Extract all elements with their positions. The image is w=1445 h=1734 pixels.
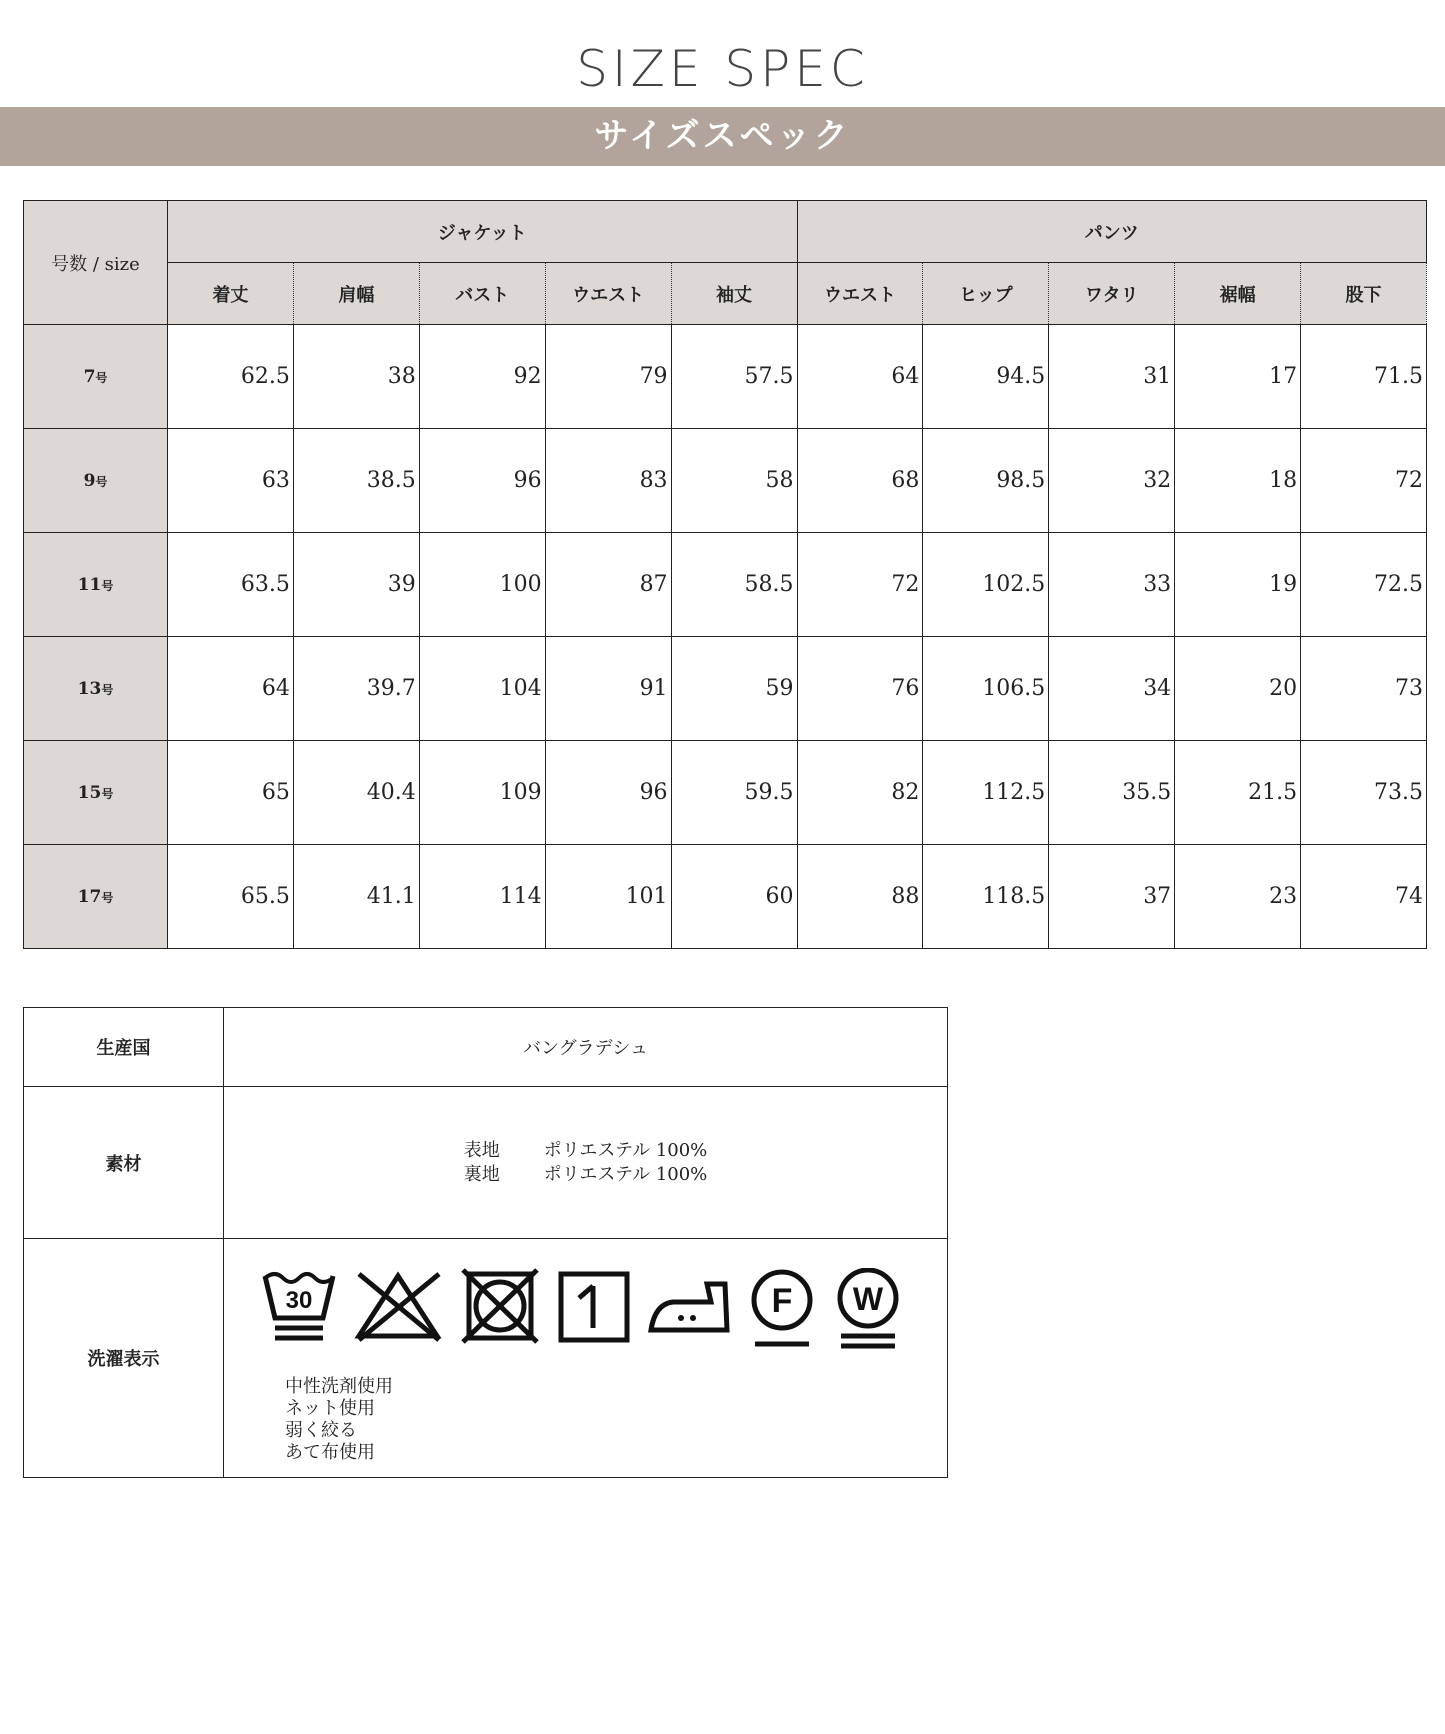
table-cell: 98.5 xyxy=(923,429,1049,533)
material-label: 素材 xyxy=(24,1087,224,1239)
table-cell: 118.5 xyxy=(923,845,1049,949)
size-number: 11 xyxy=(77,574,102,595)
wet-clean-gentle-icon xyxy=(833,1268,903,1352)
size-unit: 号 xyxy=(95,370,108,385)
table-cell: 104 xyxy=(419,637,545,741)
table-cell: 60 xyxy=(671,845,797,949)
dry-clean-f-gentle-icon xyxy=(747,1268,817,1352)
table-row xyxy=(24,429,1427,533)
size-unit: 号 xyxy=(101,786,114,801)
table-cell: 87 xyxy=(545,533,671,637)
size-unit: 号 xyxy=(101,682,114,697)
col-header-thigh: ワタリ xyxy=(1049,263,1175,325)
table-cell: 57.5 xyxy=(671,325,797,429)
table-cell: 64 xyxy=(797,325,923,429)
size-label xyxy=(24,845,168,949)
wash-temp-label: 30 xyxy=(285,1287,313,1314)
page-title: SIZE SPEC xyxy=(576,40,869,98)
table-cell: 109 xyxy=(419,741,545,845)
col-header-sleeve: 袖丈 xyxy=(671,263,797,325)
size-spec-table xyxy=(23,200,1427,949)
table-cell: 71.5 xyxy=(1301,325,1427,429)
col-header-jacket-waist: ウエスト xyxy=(545,263,671,325)
table-cell: 91 xyxy=(545,637,671,741)
size-unit: 号 xyxy=(101,890,114,905)
table-cell: 18 xyxy=(1175,429,1301,533)
table-cell: 68 xyxy=(797,429,923,533)
care-note: 中性洗剤使用 xyxy=(285,1376,393,1397)
table-cell: 39 xyxy=(293,533,419,637)
jacket-group-header: ジャケット xyxy=(168,201,798,263)
size-number: 13 xyxy=(77,678,102,699)
size-column-header: 号数 / size xyxy=(24,201,168,325)
table-cell: 73 xyxy=(1301,637,1427,741)
care-note: あて布使用 xyxy=(285,1442,375,1463)
table-cell: 59.5 xyxy=(671,741,797,845)
table-row xyxy=(24,637,1427,741)
table-cell: 38 xyxy=(293,325,419,429)
col-header-shoulder: 肩幅 xyxy=(293,263,419,325)
table-row xyxy=(24,741,1427,845)
origin-value: バングラデシュ xyxy=(224,1008,948,1087)
table-cell: 62.5 xyxy=(168,325,294,429)
table-cell: 74 xyxy=(1301,845,1427,949)
table-cell: 33 xyxy=(1049,533,1175,637)
table-cell: 101 xyxy=(545,845,671,949)
iron-low-icon xyxy=(647,1268,731,1344)
no-bleach-icon xyxy=(353,1268,443,1344)
size-label xyxy=(24,533,168,637)
table-cell: 92 xyxy=(419,325,545,429)
table-cell: 82 xyxy=(797,741,923,845)
table-cell: 96 xyxy=(545,741,671,845)
table-cell: 102.5 xyxy=(923,533,1049,637)
size-unit: 号 xyxy=(95,474,108,489)
material-line xyxy=(225,1163,946,1187)
table-cell: 59 xyxy=(671,637,797,741)
table-cell: 83 xyxy=(545,429,671,533)
material-value xyxy=(224,1087,948,1239)
table-cell: 79 xyxy=(545,325,671,429)
table-cell: 64 xyxy=(168,637,294,741)
care-notes xyxy=(225,1376,946,1464)
table-cell: 39.7 xyxy=(293,637,419,741)
table-cell: 65 xyxy=(168,741,294,845)
material-val: ポリエステル 100% xyxy=(543,1139,708,1161)
table-cell: 114 xyxy=(419,845,545,949)
col-header-hip: ヒップ xyxy=(923,263,1049,325)
table-cell: 72 xyxy=(797,533,923,637)
table-cell: 106.5 xyxy=(923,637,1049,741)
size-number: 7 xyxy=(83,366,96,387)
table-cell: 73.5 xyxy=(1301,741,1427,845)
table-cell: 88 xyxy=(797,845,923,949)
care-label: 洗濯表示 xyxy=(24,1239,224,1478)
material-line xyxy=(225,1139,946,1163)
table-cell: 21.5 xyxy=(1175,741,1301,845)
material-key: 表地 xyxy=(463,1139,500,1161)
table-cell: 17 xyxy=(1175,325,1301,429)
table-cell: 63.5 xyxy=(168,533,294,637)
size-unit: 号 xyxy=(101,578,114,593)
section-banner: サイズスペック xyxy=(0,107,1445,166)
size-label xyxy=(24,741,168,845)
table-cell: 58 xyxy=(671,429,797,533)
dry-clean-f-glyph: F xyxy=(771,1282,793,1320)
table-cell: 20 xyxy=(1175,637,1301,741)
material-val: ポリエステル 100% xyxy=(543,1163,708,1185)
col-header-length: 着丈 xyxy=(168,263,294,325)
table-cell: 65.5 xyxy=(168,845,294,949)
table-cell: 100 xyxy=(419,533,545,637)
no-tumble-dry-icon xyxy=(459,1268,541,1344)
line-dry-icon xyxy=(557,1268,631,1344)
care-content xyxy=(224,1239,948,1478)
care-icons xyxy=(225,1268,946,1352)
table-cell: 35.5 xyxy=(1049,741,1175,845)
table-cell: 94.5 xyxy=(923,325,1049,429)
table-cell: 40.4 xyxy=(293,741,419,845)
size-label xyxy=(24,325,168,429)
table-row xyxy=(24,325,1427,429)
table-cell: 41.1 xyxy=(293,845,419,949)
col-header-inseam: 股下 xyxy=(1301,263,1427,325)
table-cell: 34 xyxy=(1049,637,1175,741)
care-note: 弱く絞る xyxy=(285,1420,357,1441)
table-row xyxy=(24,845,1427,949)
col-header-pants-waist: ウエスト xyxy=(797,263,923,325)
pants-group-header: パンツ xyxy=(797,201,1426,263)
table-cell: 96 xyxy=(419,429,545,533)
table-cell: 32 xyxy=(1049,429,1175,533)
size-number: 15 xyxy=(77,782,102,803)
care-note: ネット使用 xyxy=(285,1398,375,1419)
product-info-table xyxy=(23,1007,948,1478)
wash-30-gentle-icon xyxy=(261,1268,337,1344)
table-cell: 38.5 xyxy=(293,429,419,533)
table-cell: 37 xyxy=(1049,845,1175,949)
table-cell: 72.5 xyxy=(1301,533,1427,637)
table-cell: 63 xyxy=(168,429,294,533)
table-cell: 76 xyxy=(797,637,923,741)
wet-clean-w-glyph: W xyxy=(852,1281,884,1317)
table-cell: 58.5 xyxy=(671,533,797,637)
col-header-bust: バスト xyxy=(419,263,545,325)
size-number: 9 xyxy=(83,470,96,491)
size-number: 17 xyxy=(77,886,102,907)
size-label xyxy=(24,429,168,533)
origin-label: 生産国 xyxy=(24,1008,224,1087)
table-cell: 23 xyxy=(1175,845,1301,949)
table-cell: 31 xyxy=(1049,325,1175,429)
table-row xyxy=(24,533,1427,637)
table-cell: 72 xyxy=(1301,429,1427,533)
col-header-hem: 裾幅 xyxy=(1175,263,1301,325)
table-cell: 19 xyxy=(1175,533,1301,637)
table-cell: 112.5 xyxy=(923,741,1049,845)
material-key: 裏地 xyxy=(463,1163,500,1185)
size-label xyxy=(24,637,168,741)
